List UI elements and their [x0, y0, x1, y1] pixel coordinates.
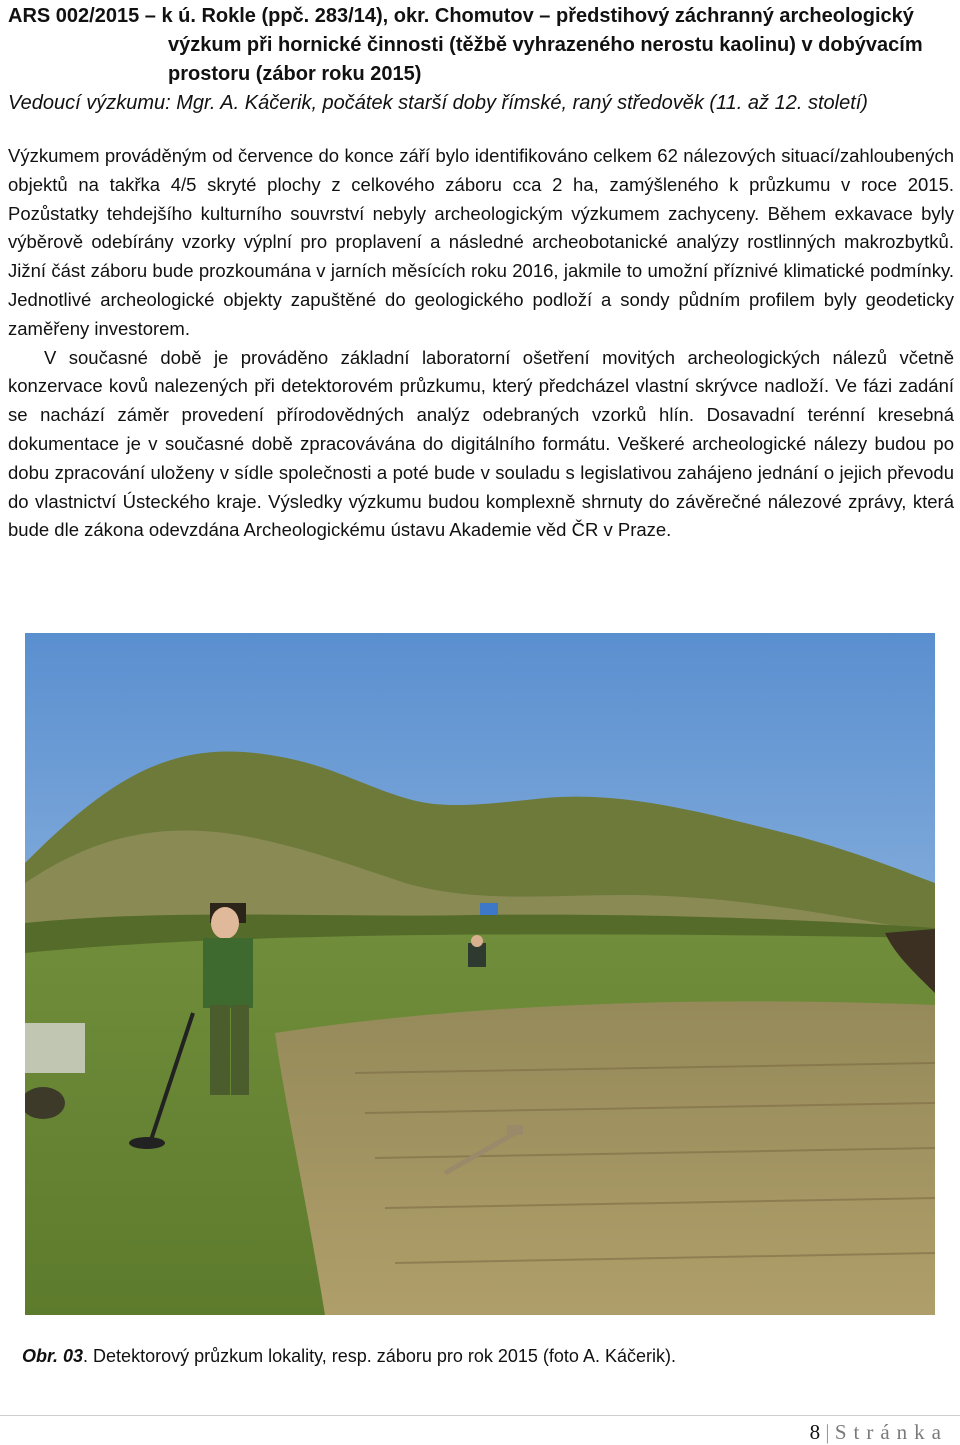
page-number: 8: [809, 1420, 821, 1444]
caption-dot: .: [83, 1346, 89, 1366]
field-photo: [25, 633, 935, 1315]
caption-label: Obr. 03: [22, 1346, 84, 1366]
page-footer: [810, 1420, 948, 1445]
paragraph-2: V současné době je prováděno základní laboratorní ošetření movitých archeologických nálezů včetně konzervace kovů nalezených při detektorovém průzkumu, který předcházel vlastní skrývce nadloží. Ve fázi zadání se nachází záměr provedení přírodovědných analýz odebraných vzorků hlín. Dosavadní terénní kresebná dokumentace je v současné době zpracovávána do digitálního formátu. Veškeré archeologické nálezy budou po dobu zpracování uloženy v sídle společnosti a poté bude v souladu s legislativou zahájeno jednání o jejich převodu do vlastnictví Ústeckého kraje. Výsledky výzkumu budou komplexně shrnuty do závěrečné nálezové zprávy, která bude dle zákona odevzdána Archeologickému ústavu Akademie věd ČR v Praze.: [8, 346, 954, 541]
title-line-2: výzkum při hornické činnosti (těžbě vyhrazeného nerostu kaolinu) v dobývacím: [168, 34, 923, 56]
document-header: [8, 2, 952, 118]
page-separator: |: [820, 1420, 835, 1444]
footer-divider: [0, 1415, 960, 1416]
caption-text: Detektorový průzkum lokality, resp. záboru pro rok 2015 (foto A. Káčerik).: [88, 1346, 676, 1366]
title-line-3: prostoru (zábor roku 2015): [168, 63, 422, 85]
figure-caption: [22, 1346, 676, 1367]
subtitle: Vedoucí výzkumu: Mgr. A. Káčerik, počátek starší doby římské, raný středověk (11. až 12. století): [8, 92, 868, 114]
title-line-1: ARS 002/2015 – k ú. Rokle (ppč. 283/14), okr. Chomutov – předstihový záchranný archeologický: [8, 5, 914, 27]
body-text: [8, 142, 954, 545]
paragraph-1: Výzkumem prováděným od července do konce září bylo identifikováno celkem 62 nálezových situací/zahloubených objektů na takřka 4/5 skryté plochy z celkového záboru cca 2 ha, zamýšleného k průzkumu v roce 2015. Pozůstatky tehdejšího kulturního souvrství nebyly archeologickým výzkumem zachyceny. Během exkavace byly výběrově odebírány vzorky výplní pro proplavení a následné archeobotanické analýzy rostlinných makrozbytků. Jižní část záboru bude prozkoumána v jarních měsících roku 2016, jakmile to umožní příznivé klimatické podmínky. Jednotlivé archeologické objekty zapuštěné do geologického podloží a sondy půdním profilem byly geodeticky zaměřeny investorem.: [8, 145, 954, 339]
page-word: Stránka: [834, 1420, 948, 1444]
